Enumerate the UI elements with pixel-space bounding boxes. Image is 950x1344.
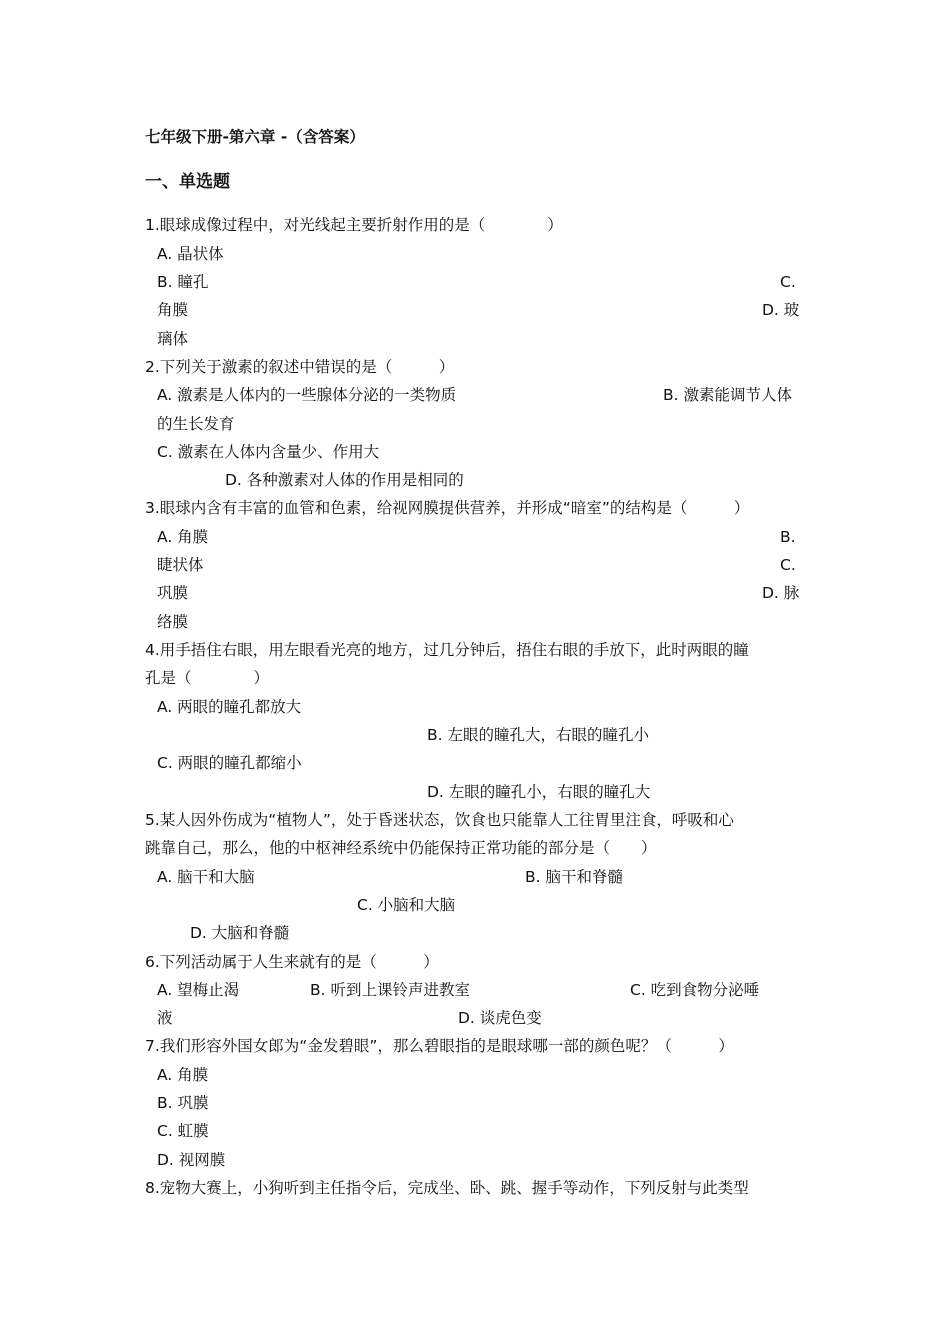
option-b: B. 脑干和脊髓 [525, 868, 623, 886]
question-stem: 6.下列活动属于人生来就有的是（ ） [145, 953, 439, 971]
option-b: B. 巩膜 [157, 1094, 209, 1112]
option-b: B. 激素能调节人体 [663, 386, 792, 404]
question-stem: 5.某人因外伤成为“植物人”，处于昏迷状态，饮食也只能靠人工往胃里注食，呼吸和心 [145, 811, 734, 829]
option-c-continued: 液 [157, 1009, 173, 1027]
option-d-text: 璃体 [157, 330, 189, 348]
option-a: A. 两眼的瞳孔都放大 [157, 698, 302, 716]
option-c: C. 两眼的瞳孔都缩小 [157, 754, 302, 772]
option-a: A. 激素是人体内的一些腺体分泌的一类物质 [157, 386, 457, 404]
option-c: C. 吃到食物分泌唾 [630, 981, 760, 999]
option-b: B. 听到上课铃声进教室 [310, 981, 470, 999]
option-d: D. 视网膜 [157, 1151, 226, 1169]
option-d-text: 络膜 [157, 613, 189, 631]
option-b: B. 左眼的瞳孔大，右眼的瞳孔小 [427, 726, 649, 744]
option-a: A. 角膜 [157, 1066, 209, 1084]
option-d-label: D. 玻 [762, 301, 800, 319]
question-stem-continued: 孔是（ ） [145, 669, 270, 687]
question-stem: 8.宠物大赛上，小狗听到主任指令后，完成坐、卧、跳、握手等动作，下列反射与此类型 [145, 1179, 749, 1197]
option-b-text: 睫状体 [157, 556, 204, 574]
option-b-continued: 的生长发育 [157, 415, 235, 433]
option-c: C. 小脑和大脑 [357, 896, 456, 914]
question-stem-continued: 跳靠自己，那么，他的中枢神经系统中仍能保持正常功能的部分是（ ） [145, 839, 657, 857]
option-a: A. 脑干和大脑 [157, 868, 255, 886]
question-stem: 2.下列关于激素的叙述中错误的是（ ） [145, 358, 455, 376]
option-c-text: 巩膜 [157, 584, 189, 602]
option-a: A. 角膜 [157, 528, 209, 546]
question-stem: 1.眼球成像过程中，对光线起主要折射作用的是（ ） [145, 216, 563, 234]
document-title: 七年级下册-第六章 -（含答案） [145, 128, 365, 146]
option-a: A. 望梅止渴 [157, 981, 240, 999]
option-d: D. 谈虎色变 [458, 1009, 542, 1027]
option-d: D. 大脑和脊髓 [190, 924, 290, 942]
option-a: A. 晶状体 [157, 245, 224, 263]
section-heading: 一、单选题 [145, 172, 230, 192]
option-c-label: C. [780, 273, 796, 291]
option-d-label: D. 脉 [762, 584, 800, 602]
option-b: B. 瞳孔 [157, 273, 209, 291]
option-c-text: 角膜 [157, 301, 189, 319]
option-c: C. 激素在人体内含量少、作用大 [157, 443, 380, 461]
question-stem: 7.我们形容外国女郎为“金发碧眼”，那么碧眼指的是眼球哪一部的颜色呢？（ ） [145, 1037, 734, 1055]
option-b-label: B. [780, 528, 796, 546]
question-stem: 4.用手捂住右眼，用左眼看光亮的地方，过几分钟后，捂住右眼的手放下，此时两眼的瞳 [145, 641, 749, 659]
option-d: D. 各种激素对人体的作用是相同的 [225, 471, 464, 489]
option-c: C. 虹膜 [157, 1122, 209, 1140]
option-d: D. 左眼的瞳孔小，右眼的瞳孔大 [427, 783, 651, 801]
option-c-label: C. [780, 556, 796, 574]
question-stem: 3.眼球内含有丰富的血管和色素，给视网膜提供营养，并形成“暗室”的结构是（ ） [145, 499, 750, 517]
